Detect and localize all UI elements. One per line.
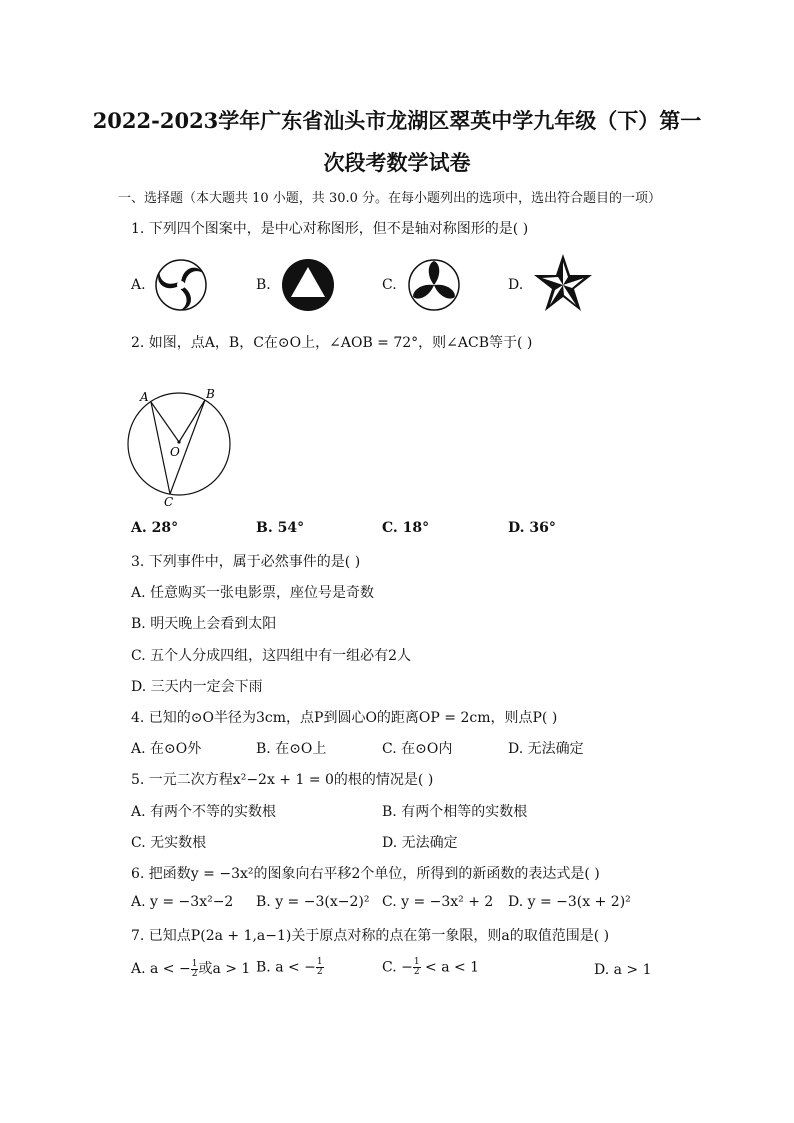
q1-figure-a-tomoe-icon xyxy=(153,257,209,313)
q2-option-c: C. 18° xyxy=(382,520,430,536)
paper-title-line-2: 次段考数学试卷 xyxy=(323,150,471,175)
q7-option-c xyxy=(382,958,479,977)
paper-title-line-1: 2022-2023学年广东省汕头市龙湖区翠英中学九年级（下）第一 xyxy=(92,108,702,133)
q7-option-a xyxy=(131,958,250,979)
q5-option-a: A. 有两个不等的实数根 xyxy=(131,804,277,820)
q1-option-b-label: B. xyxy=(256,277,271,293)
q6-option-a: A. y = −3x²−2 xyxy=(131,894,234,910)
q6-option-c: C. y = −3x² + 2 xyxy=(382,894,494,910)
q5-option-b: B. 有两个相等的实数根 xyxy=(382,804,528,820)
question-1-text: 1. 下列四个图案中，是中心对称图形，但不是轴对称图形的是( ) xyxy=(131,221,529,237)
q4-option-a: A. 在⊙O外 xyxy=(131,741,202,757)
q2-option-b: B. 54° xyxy=(256,520,305,536)
fraction-denominator: 2 xyxy=(413,967,420,977)
q3-option-c: C. 五个人分成四组，这四组中有一组必有2人 xyxy=(131,648,412,664)
q4-option-b: B. 在⊙O上 xyxy=(256,741,327,757)
q7-option-b-fraction xyxy=(316,958,324,977)
q1-figure-d-star-icon xyxy=(532,252,594,314)
q2-option-d: D. 36° xyxy=(508,520,556,536)
q7-option-c-prefix: C. − xyxy=(382,959,413,976)
q2-label-c: C xyxy=(164,495,174,508)
q7-option-a-middle: 或a > 1 xyxy=(198,961,251,977)
q6-option-d: D. y = −3(x + 2)² xyxy=(508,894,631,910)
q1-option-c-label: C. xyxy=(382,277,397,293)
q1-figure-c-three-petal-icon xyxy=(406,257,462,313)
q1-option-d-label: D. xyxy=(508,277,524,293)
question-6-text: 6. 把函数y = −3x²的图象向右平移2个单位，所得到的新函数的表达式是( ) xyxy=(131,866,600,882)
q2-label-o: O xyxy=(170,445,180,459)
question-5-text: 5. 一元二次方程x²−2x + 1 = 0的根的情况是( ) xyxy=(131,772,434,788)
fraction-denominator: 2 xyxy=(191,968,198,979)
q7-option-c-fraction xyxy=(413,958,421,977)
question-3-text: 3. 下列事件中，属于必然事件的是( ) xyxy=(131,554,361,570)
question-2-text: 2. 如图，点A，B，C在⊙O上，∠AOB = 72°，则∠ACB等于( ) xyxy=(131,335,533,351)
q5-option-d: D. 无法确定 xyxy=(382,835,458,851)
question-7-text: 7. 已知点P(2a + 1,a−1)关于原点对称的点在第一象限，则a的取值范围是( ) xyxy=(131,928,610,944)
q3-option-d: D. 三天内一定会下雨 xyxy=(131,679,263,695)
fraction-numerator: 1 xyxy=(316,957,323,967)
q2-circle-figure xyxy=(124,384,238,508)
question-4-text: 4. 已知的⊙O半径为3cm，点P到圆心O的距离OP = 2cm，则点P( ) xyxy=(131,710,558,726)
q5-option-c: C. 无实数根 xyxy=(131,835,207,851)
fraction-numerator: 1 xyxy=(413,957,420,967)
q3-option-b: B. 明天晚上会看到太阳 xyxy=(131,616,277,632)
fraction-numerator: 1 xyxy=(191,958,198,969)
fraction-denominator: 2 xyxy=(316,967,323,977)
q2-label-a: A xyxy=(140,390,149,404)
q7-option-c-suffix: < a < 1 xyxy=(420,959,480,976)
section-heading: 一、选择题（本大题共 10 小题，共 30.0 分。在每小题列出的选项中，选出符合题目的一项） xyxy=(118,191,662,206)
q1-figure-b-triangle-in-circle-icon xyxy=(280,257,336,313)
q7-option-b xyxy=(256,958,324,977)
q7-option-d: D. a > 1 xyxy=(594,962,652,978)
q1-option-a-label: A. xyxy=(131,277,146,293)
q4-option-d: D. 无法确定 xyxy=(508,741,584,757)
q4-option-c: C. 在⊙O内 xyxy=(382,741,453,757)
q7-option-b-prefix: B. a < − xyxy=(256,959,316,976)
q2-label-b: B xyxy=(206,387,215,401)
q7-option-a-prefix: A. a < − xyxy=(131,961,191,977)
q3-option-a: A. 任意购买一张电影票，座位号是奇数 xyxy=(131,585,375,601)
q2-option-a: A. 28° xyxy=(131,520,179,536)
q6-option-b: B. y = −3(x−2)² xyxy=(256,894,370,910)
